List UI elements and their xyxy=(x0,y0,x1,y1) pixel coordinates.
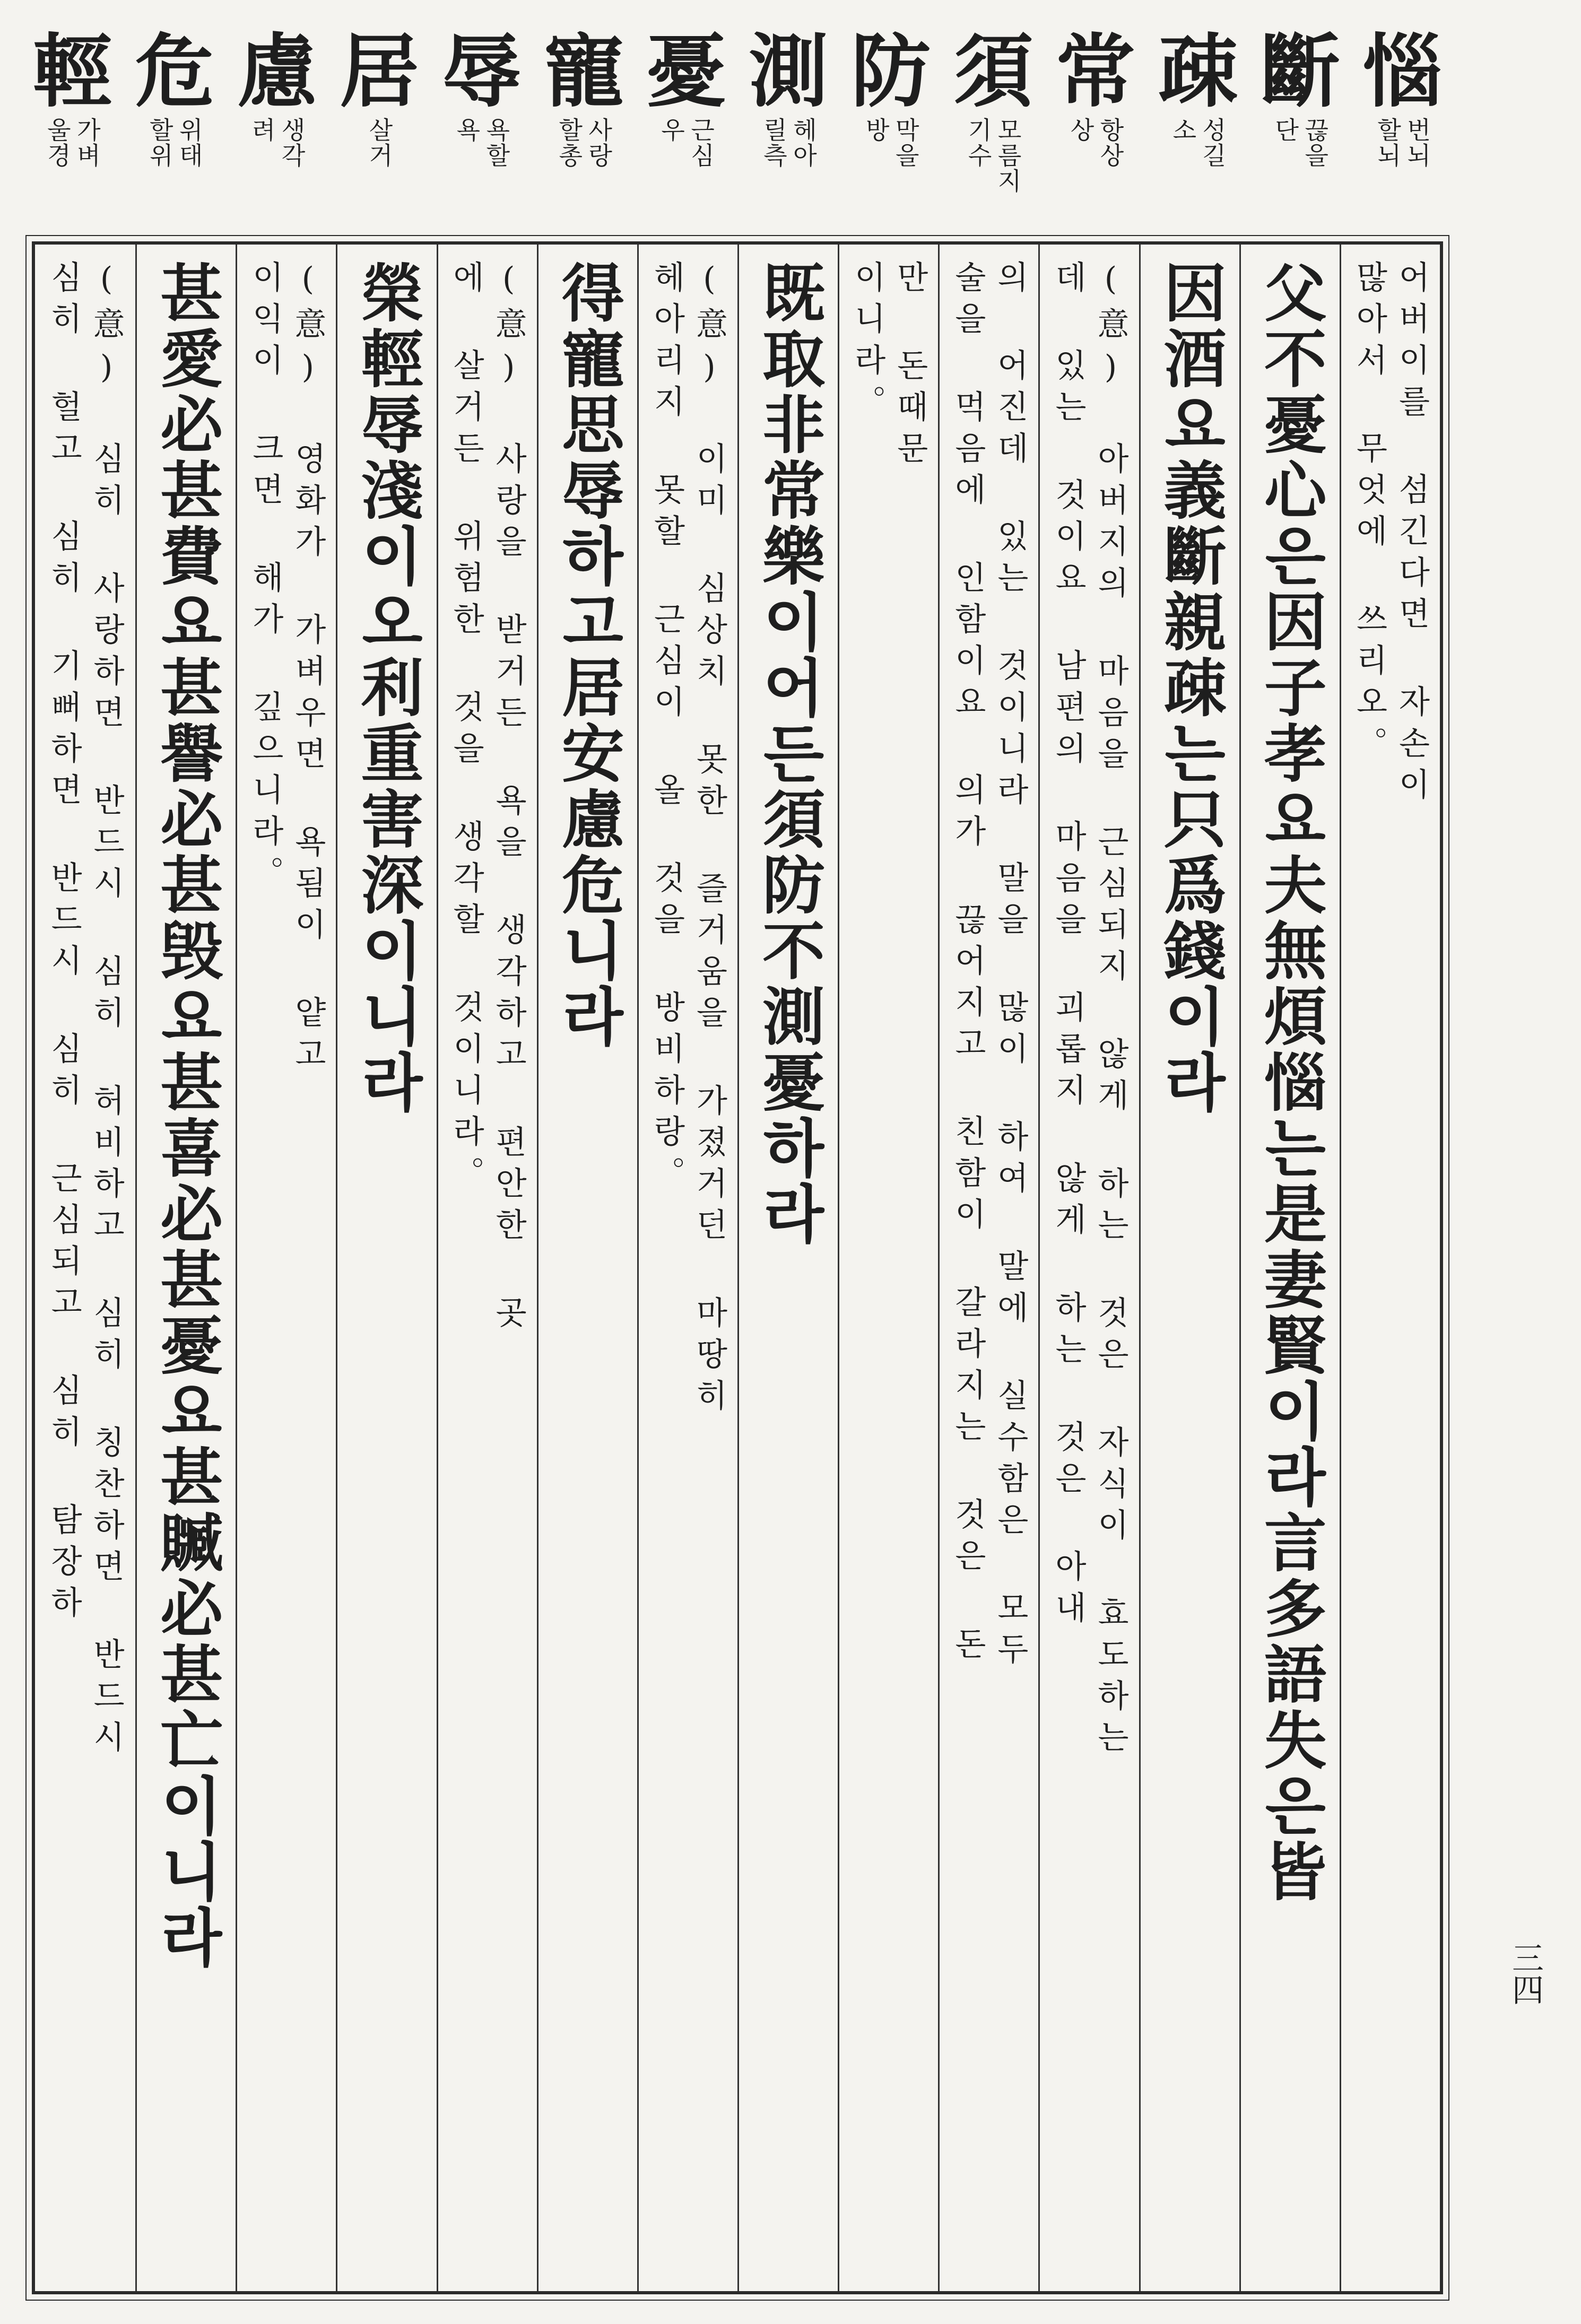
glossary-gloss xyxy=(366,117,393,168)
glossary-gloss-line: 할뇌 xyxy=(1373,117,1402,168)
glossary-gloss-line: 위태 xyxy=(175,117,204,168)
hangul-line: 헤아리지 못할 근심이 올 것을 방비하랑。 xyxy=(648,260,685,1197)
glossary-hanja: 防 xyxy=(851,25,931,118)
glossary-gloss xyxy=(556,117,612,168)
hangul-line: 이익이 크면 해가 깊으니라。 xyxy=(247,260,284,897)
hanja-text-column xyxy=(1239,245,1340,2291)
hangul-line: 의 어진데 있는 것이니라 말을 많이 하여 말에 실수함은 모두 xyxy=(992,260,1029,1674)
glossary-entry xyxy=(840,25,942,231)
glossary-gloss-line: 려 xyxy=(248,117,277,143)
translation-column xyxy=(637,245,737,2291)
glossary-entry xyxy=(328,25,431,231)
glossary-entry xyxy=(737,25,840,231)
glossary-hanja: 輕 xyxy=(32,25,112,118)
hanja-line: 甚愛必甚費요甚譽必甚毁요甚喜必甚憂요甚贓必甚亡이니라 xyxy=(150,260,224,1971)
glossary-gloss-line: 단 xyxy=(1271,117,1300,143)
glossary-gloss-line: 상 xyxy=(1066,117,1095,143)
glossary-gloss xyxy=(1375,117,1431,168)
hanja-text-column xyxy=(135,245,236,2291)
glossary-gloss xyxy=(965,117,1021,194)
translation-column xyxy=(1340,245,1440,2291)
hanja-text-column xyxy=(537,245,637,2291)
hanja-line: 得寵思辱하고居安慮危니라 xyxy=(551,260,625,1050)
glossary-gloss-line: 욕 xyxy=(452,117,481,143)
hanja-line: 既取非常樂이어든須防不測憂하라 xyxy=(752,260,826,1247)
glossary-entry xyxy=(226,25,328,231)
hanja-line: 榮輕辱淺이오利重害深이니라 xyxy=(350,260,424,1116)
glossary-hanja: 斷 xyxy=(1260,25,1340,118)
hangul-line: 어버이를 섬긴다면 자손이 xyxy=(1393,260,1430,809)
glossary-entry xyxy=(1249,25,1351,231)
glossary-gloss-line: 성길 xyxy=(1198,117,1227,168)
hangul-line: (意) 사랑을 받거든 욕을 생각하고 편안한 곳 xyxy=(490,260,527,1337)
glossary-gloss xyxy=(658,117,715,168)
glossary-gloss xyxy=(1170,117,1226,168)
glossary-hanja: 疎 xyxy=(1158,25,1238,118)
hangul-line: (意) 심히 사랑하면 반드시 심히 허비하고 심히 칭찬하면 반드시 xyxy=(88,260,125,1762)
glossary-gloss xyxy=(1272,117,1328,168)
glossary-hanja: 常 xyxy=(1055,25,1135,118)
glossary-gloss-line: 할위 xyxy=(145,117,175,168)
hangul-line: (意) 영화가 가벼우면 욕됨이 얕고 xyxy=(289,260,327,1078)
glossary-entry xyxy=(21,25,124,231)
glossary-hanja: 辱 xyxy=(441,25,522,118)
translation-column xyxy=(437,245,537,2291)
hangul-line: (意) 아버지의 마음을 근심되지 않게 하는 것은 자식이 효도하는 xyxy=(1092,260,1130,1762)
glossary-gloss xyxy=(146,117,203,168)
hangul-line: 심히 헐고 심히 기뻐하면 반드시 심히 근심되고 심히 탐장하 xyxy=(45,260,83,1627)
glossary-hanja: 憂 xyxy=(646,25,726,118)
text-columns xyxy=(35,245,1440,2291)
glossary-entry xyxy=(533,25,635,231)
glossary-gloss-line: 헤아 xyxy=(789,117,818,168)
glossary-hanja: 居 xyxy=(339,25,419,118)
glossary-gloss-line: 모름지 xyxy=(994,117,1023,194)
glossary-gloss-line: 기수 xyxy=(964,117,993,168)
hanja-text-column xyxy=(737,245,838,2291)
glossary-gloss-line: 막을 xyxy=(891,117,920,168)
glossary-entry xyxy=(430,25,533,231)
hanja-text-column xyxy=(1139,245,1239,2291)
translation-column xyxy=(838,245,938,2291)
glossary-gloss-line: 소 xyxy=(1168,117,1197,143)
glossary-entry xyxy=(635,25,737,231)
glossary-gloss-line: 번뇌 xyxy=(1403,117,1432,168)
hangul-line: (意) 이미 심상치 못한 즐거움을 가졌거던 마땅히 xyxy=(690,260,728,1420)
glossary-gloss xyxy=(249,117,305,168)
glossary-gloss-line: 우 xyxy=(657,117,686,143)
hangul-line: 이니라。 xyxy=(849,260,887,426)
glossary-entry xyxy=(124,25,226,231)
hanja-text-column xyxy=(336,245,436,2291)
hanja-line: 因酒요義斷親疎는只爲錢이라 xyxy=(1153,260,1227,1116)
glossary-hanja: 惱 xyxy=(1362,25,1443,118)
translation-column xyxy=(938,245,1038,2291)
glossary-entry xyxy=(1351,25,1454,231)
hangul-line: 많아서 무엇에 쓰리오。 xyxy=(1350,260,1388,768)
hangul-line: 만 돈때문 xyxy=(891,260,929,473)
glossary-entry xyxy=(942,25,1045,231)
glossary-entry xyxy=(1045,25,1147,231)
glossary-hanja: 寵 xyxy=(544,25,624,118)
glossary-hanja: 須 xyxy=(953,25,1033,118)
glossary-gloss-line: 끊을 xyxy=(1300,117,1330,168)
hangul-line: 데 있는 것이요 남편의 마음을 괴롭지 않게 하는 것은 아내 xyxy=(1049,260,1087,1632)
glossary-gloss xyxy=(1067,117,1124,168)
vocabulary-header xyxy=(21,25,1454,231)
glossary-hanja: 慮 xyxy=(237,25,317,118)
glossary-gloss-line: 방 xyxy=(862,117,891,143)
glossary-gloss-line: 근심 xyxy=(687,117,716,168)
glossary-gloss xyxy=(454,117,510,168)
glossary-gloss xyxy=(863,117,919,168)
glossary-gloss-line: 릴측 xyxy=(759,117,788,168)
glossary-gloss-line: 욕할 xyxy=(482,117,511,168)
glossary-hanja: 測 xyxy=(749,25,829,118)
glossary-hanja: 危 xyxy=(135,25,215,118)
translation-column xyxy=(236,245,336,2291)
hanja-line: 父不憂心은因子孝요夫無煩惱는是妻賢이라言多語失은皆 xyxy=(1253,260,1327,1905)
glossary-gloss-line: 울경 xyxy=(43,117,72,168)
glossary-entry xyxy=(1146,25,1249,231)
hangul-line: 에 살거든 위험한 것을 생각할 것이니라。 xyxy=(447,260,485,1197)
glossary-gloss-line: 가벼 xyxy=(73,117,102,168)
translation-column xyxy=(1038,245,1139,2291)
glossary-gloss-line: 살거 xyxy=(364,117,394,168)
glossary-gloss-line: 사랑 xyxy=(584,117,613,168)
translation-column xyxy=(35,245,135,2291)
glossary-gloss-line: 할총 xyxy=(554,117,584,168)
page-number: 三四 xyxy=(1507,1942,1544,2005)
glossary-gloss xyxy=(760,117,816,168)
hangul-line: 술을 먹음에 인함이요 의가 끊어지고 친함이 갈라지는 것은 돈 xyxy=(949,260,987,1668)
glossary-gloss xyxy=(44,117,100,168)
glossary-gloss-line: 항상 xyxy=(1096,117,1125,168)
text-frame xyxy=(32,241,1443,2294)
glossary-gloss-line: 생각 xyxy=(277,117,307,168)
